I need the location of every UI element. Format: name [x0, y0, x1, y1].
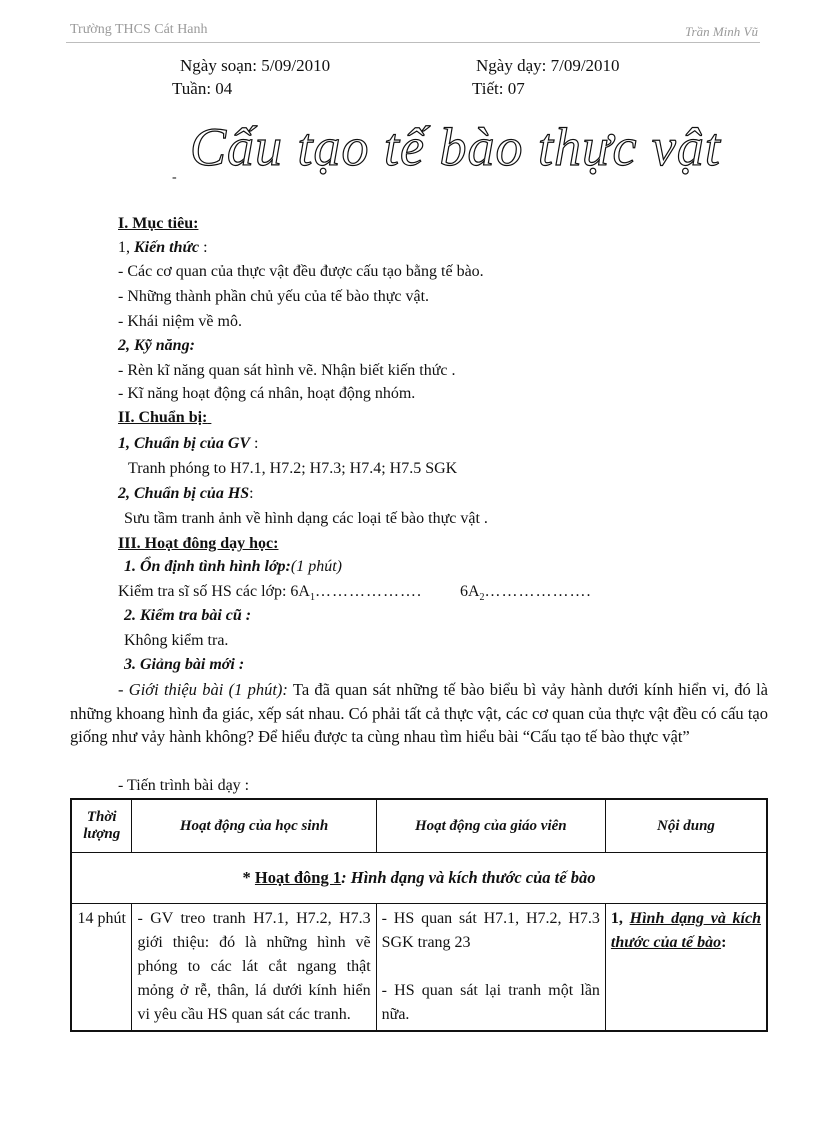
tiet: Tiết: 07	[472, 79, 525, 98]
col-header-gv: Hoạt động của giáo viên	[376, 799, 605, 853]
kn-item-1: - Rèn kĩ năng quan sát hình vẽ. Nhận biết kiến thức .	[118, 362, 456, 379]
title-marker: -	[172, 170, 177, 185]
gv-heading: 1, Chuẩn bị của GV :	[118, 435, 259, 452]
gv-text: Tranh phóng to H7.1, H7.2; H7.3; H7.4; H7.5 SGK	[128, 460, 458, 477]
col-header-time: Thời lượng	[71, 799, 132, 853]
section-3-heading: III. Hoạt đông dạy học:	[118, 535, 279, 552]
gv-cell	[376, 904, 605, 1032]
activity-1-heading: * Hoạt đông 1: Hình dạng và kích thước của tế bào	[71, 853, 767, 904]
kn-item-2: - Kĩ năng hoạt động cá nhân, hoạt động nhóm.	[118, 385, 416, 402]
hs-heading: 2, Chuẩn bị của HS:	[118, 485, 254, 502]
hs-cell: - GV treo tranh H7.1, H7.2, H7.3 giới thiệu: đó là những hình vẽ phóng to các lát cắt ngang thật mỏng ở rễ, thân, lá dưới kính hiển vi yêu cầu HS quan sát các tranh.	[132, 904, 376, 1032]
ky-nang-heading: 2, Kỹ năng:	[118, 337, 195, 354]
section-1-heading: I. Mục tiêu:	[118, 215, 199, 232]
ngay-soan: Ngày soạn: 5/09/2010	[180, 56, 331, 75]
col-header-content: Nội dung	[605, 799, 767, 853]
time-cell: 14 phút	[71, 904, 132, 1032]
tien-trinh: - Tiến trình bài dạy :	[118, 777, 250, 794]
hs-text: Sưu tầm tranh ảnh về hình dạng các loại tế bào thực vật .	[124, 510, 488, 527]
si-so-line: Kiểm tra sĩ số HS các lớp: $6A_1\dots\dots\dots\dots\dots\dots$. $6A_2\dots\dots\dots\dots\dots\dots$.	[118, 583, 592, 604]
section-row	[71, 853, 767, 904]
school-name: Trường THCS Cát Hanh	[70, 22, 208, 37]
header-divider	[66, 42, 760, 43]
col-header-hs: Hoạt động của học sinh	[132, 799, 376, 853]
content-cell: 1, Hình dạng và kích thước của tế bào:	[605, 904, 767, 1032]
kiem-tra-text: Không kiểm tra.	[124, 632, 229, 649]
table-row	[71, 904, 767, 1032]
kt-item-3: - Khái niệm về mô.	[118, 313, 242, 330]
author-name: Trần Minh Vũ	[685, 24, 758, 39]
gv-cell-text-1: - HS quan sát H7.1, H7.2, H7.3 SGK trang 23	[381, 910, 600, 951]
kt-item-2: - Những thành phần chủ yếu của tế bào thực vật.	[118, 288, 430, 305]
lesson-title: Cấu tạo tế bào thực vật	[190, 117, 721, 177]
ngay-day: Ngày dạy: 7/09/2010	[476, 56, 620, 75]
giang-bai-moi: 3. Giảng bài mới :	[124, 656, 245, 673]
lesson-table	[70, 798, 768, 1032]
gv-cell-text-2: - HS quan sát lại tranh một lần nữa.	[381, 982, 600, 1023]
kien-thuc-heading: 1, Kiến thức :	[118, 239, 208, 256]
table-header-row	[71, 799, 767, 853]
kt-item-1: - Các cơ quan của thực vật đều được cấu tạo bằng tế bào.	[118, 263, 484, 280]
section-2-heading: II. Chuẩn bị:	[118, 409, 208, 426]
kiem-tra-bai-cu: 2. Kiểm tra bài cũ :	[124, 607, 252, 624]
gioi-thieu-bai: - Giới thiệu bài (1 phút): Ta đã quan sát những tế bào biểu bì vảy hành dưới kính hiển vi, đó là những khoang hình đa giác, xếp sát nhau. Có phải tất cả thực vật, các cơ quan của thực vật đều có cấu tạo giống như vảy hành không? Để hiểu được ta cùng nhau tìm hiểu bài “Cấu tạo tế bào thực vật”	[70, 680, 768, 746]
tuan: Tuần: 04	[172, 79, 233, 98]
on-dinh-line: 1. Ổn định tình hình lớp:(1 phút)	[124, 558, 342, 575]
